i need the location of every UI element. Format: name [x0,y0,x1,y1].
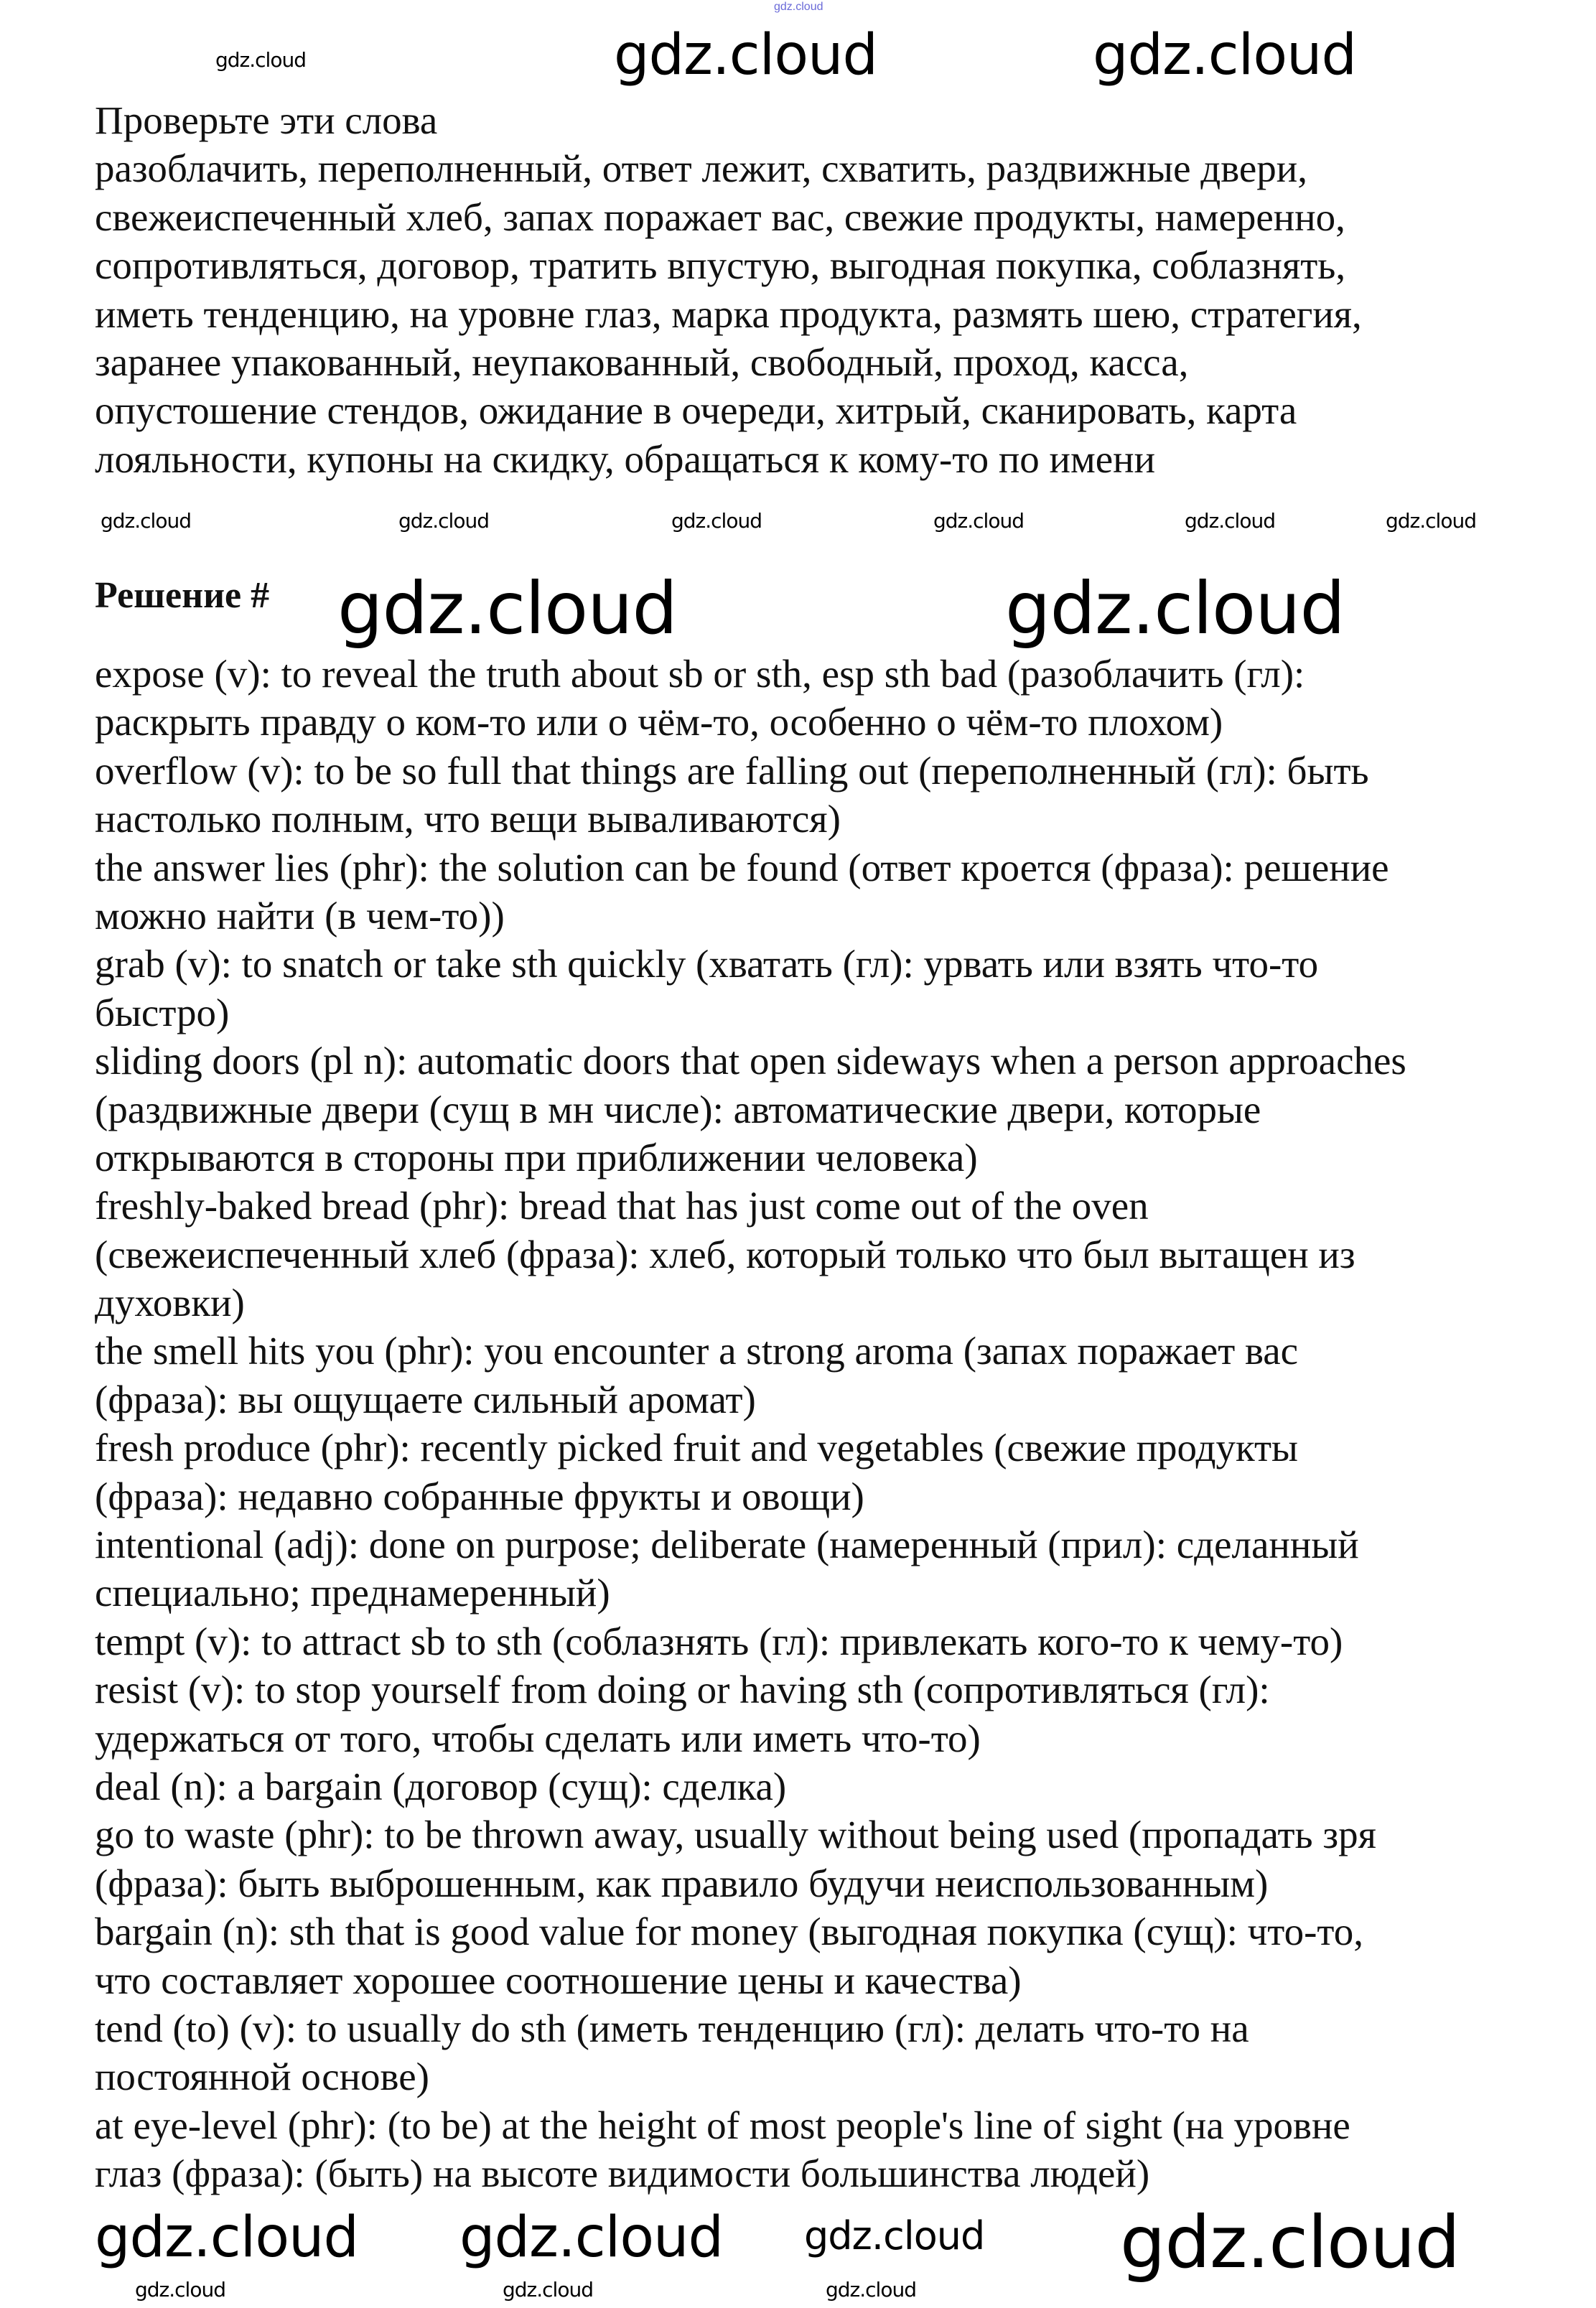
solution-heading: Решение # [95,575,270,616]
entry-line: открываются в стороны при приближении человека) [95,1135,978,1179]
entry-line: (свежеиспеченный хлеб (фраза): хлеб, который только что был вытащен из [95,1232,1355,1276]
watermark: gdz.cloud [101,509,191,533]
entry-line: go to waste (phr): to be thrown away, usually without being used (пропадать зря [95,1813,1376,1857]
entry-line: раскрыть правду о ком-то или о чём-то, особенно о чём-то плохом) [95,700,1223,744]
entry-line: глаз (фраза): (быть) на высоте видимости большинства людей) [95,2152,1150,2196]
vocabulary-entries [95,650,1567,2198]
watermark: gdz.cloud [135,2278,225,2302]
watermark: gdz.cloud [503,2278,593,2302]
entry-line: freshly-baked bread (phr): bread that has just come out of the oven [95,1184,1149,1228]
watermark: gdz.cloud [337,566,678,650]
entry-line: the smell hits you (phr): you encounter a strong aroma (запах поражает вас [95,1329,1299,1373]
entry-line: (фраза): вы ощущаете сильный аромат) [95,1377,756,1421]
intro-line: лояльности, купоны на скидку, обращаться к кому-то по имени [95,436,1156,481]
entry-line: можно найти (в чем-то)) [95,893,505,938]
top-watermark: gdz.cloud [774,1,823,13]
entry-line: grab (v): to snatch or take sth quickly (хватать (гл): урвать или взять что-то [95,942,1319,986]
entry-line: удержаться от того, чтобы сделать или иметь что-то) [95,1716,981,1760]
intro-line: свежеиспеченный хлеб, запах поражает вас, свежие продукты, намеренно, [95,195,1345,239]
entry-line: resist (v): to stop yourself from doing or having sth (сопротивляться (гл): [95,1668,1270,1712]
watermark: gdz.cloud [804,2213,985,2258]
intro-line: сопротивляться, договор, тратить впустую, выгодная покупка, соблазнять, [95,243,1346,288]
entry-line: духовки) [95,1281,245,1325]
entry-line: постоянной основе) [95,2055,429,2099]
entry-line: sliding doors (pl n): automatic doors that open sideways when a person approaches [95,1039,1406,1083]
watermark: gdz.cloud [459,2205,723,2270]
entry-line: (фраза): недавно собранные фрукты и овощи) [95,1474,864,1518]
entry-line: специально; преднамеренный) [95,1571,610,1615]
entry-line: что составляет хорошее соотношение цены и качества) [95,1958,1022,2002]
intro-line: иметь тенденцию, на уровне глаз, марка продукта, размять шею, стратегия, [95,291,1362,336]
entry-line: at eye-level (phr): (to be) at the height of most people's line of sight (на уровне [95,2103,1350,2147]
intro-line: заранее упакованный, неупакованный, свободный, проход, касса, [95,340,1189,384]
entry-line: tend (to) (v): to usually do sth (иметь тенденцию (гл): делать что-то на [95,2006,1249,2050]
entry-line: overflow (v): to be so full that things are falling out (переполненный (гл): быть [95,748,1369,793]
watermark: gdz.cloud [1185,509,1275,533]
intro-line: Проверьте эти слова [95,98,438,142]
entry-line: bargain (n): sth that is good value for money (выгодная покупка (сущ): что-то, [95,1910,1363,1954]
watermark: gdz.cloud [933,509,1024,533]
watermark: gdz.cloud [398,509,489,533]
entry-line: expose (v): to reveal the truth about sb or sth, esp sth bad (разоблачить (гл): [95,652,1305,696]
entry-line: быстро) [95,990,230,1034]
entry-line: настолько полным, что вещи вываливаются) [95,797,841,841]
intro-line: разоблачить, переполненный, ответ лежит, схватить, раздвижные двери, [95,146,1307,191]
watermark: gdz.cloud [1386,509,1476,533]
watermark: gdz.cloud [1120,2200,1460,2284]
entry-line: (раздвижные двери (сущ в мн числе): автоматические двери, которые [95,1087,1261,1131]
watermark: gdz.cloud [215,48,306,72]
intro-line: опустошение стендов, ожидание в очереди, хитрый, сканировать, карта [95,388,1297,433]
watermark: gdz.cloud [826,2278,916,2302]
entry-line: intentional (adj): done on purpose; deliberate (намеренный (прил): сделанный [95,1523,1359,1567]
entry-line: (фраза): быть выброшенным, как правило будучи неиспользованным) [95,1861,1269,1905]
entry-line: tempt (v): to attract sb to sth (соблазнять (гл): привлекать кого-то к чему-то) [95,1619,1343,1663]
watermark: gdz.cloud [1005,566,1345,650]
watermark: gdz.cloud [1093,23,1356,88]
entry-line: fresh produce (phr): recently picked fruit and vegetables (свежие продукты [95,1426,1298,1470]
entry-line: the answer lies (phr): the solution can be found (ответ кроется (фраза): решение [95,845,1389,889]
entry-line: deal (n): a bargain (договор (сущ): сделка) [95,1764,787,1808]
intro-word-list [95,96,1567,483]
watermark: gdz.cloud [614,23,877,88]
watermark: gdz.cloud [95,2205,358,2270]
watermark: gdz.cloud [671,509,762,533]
